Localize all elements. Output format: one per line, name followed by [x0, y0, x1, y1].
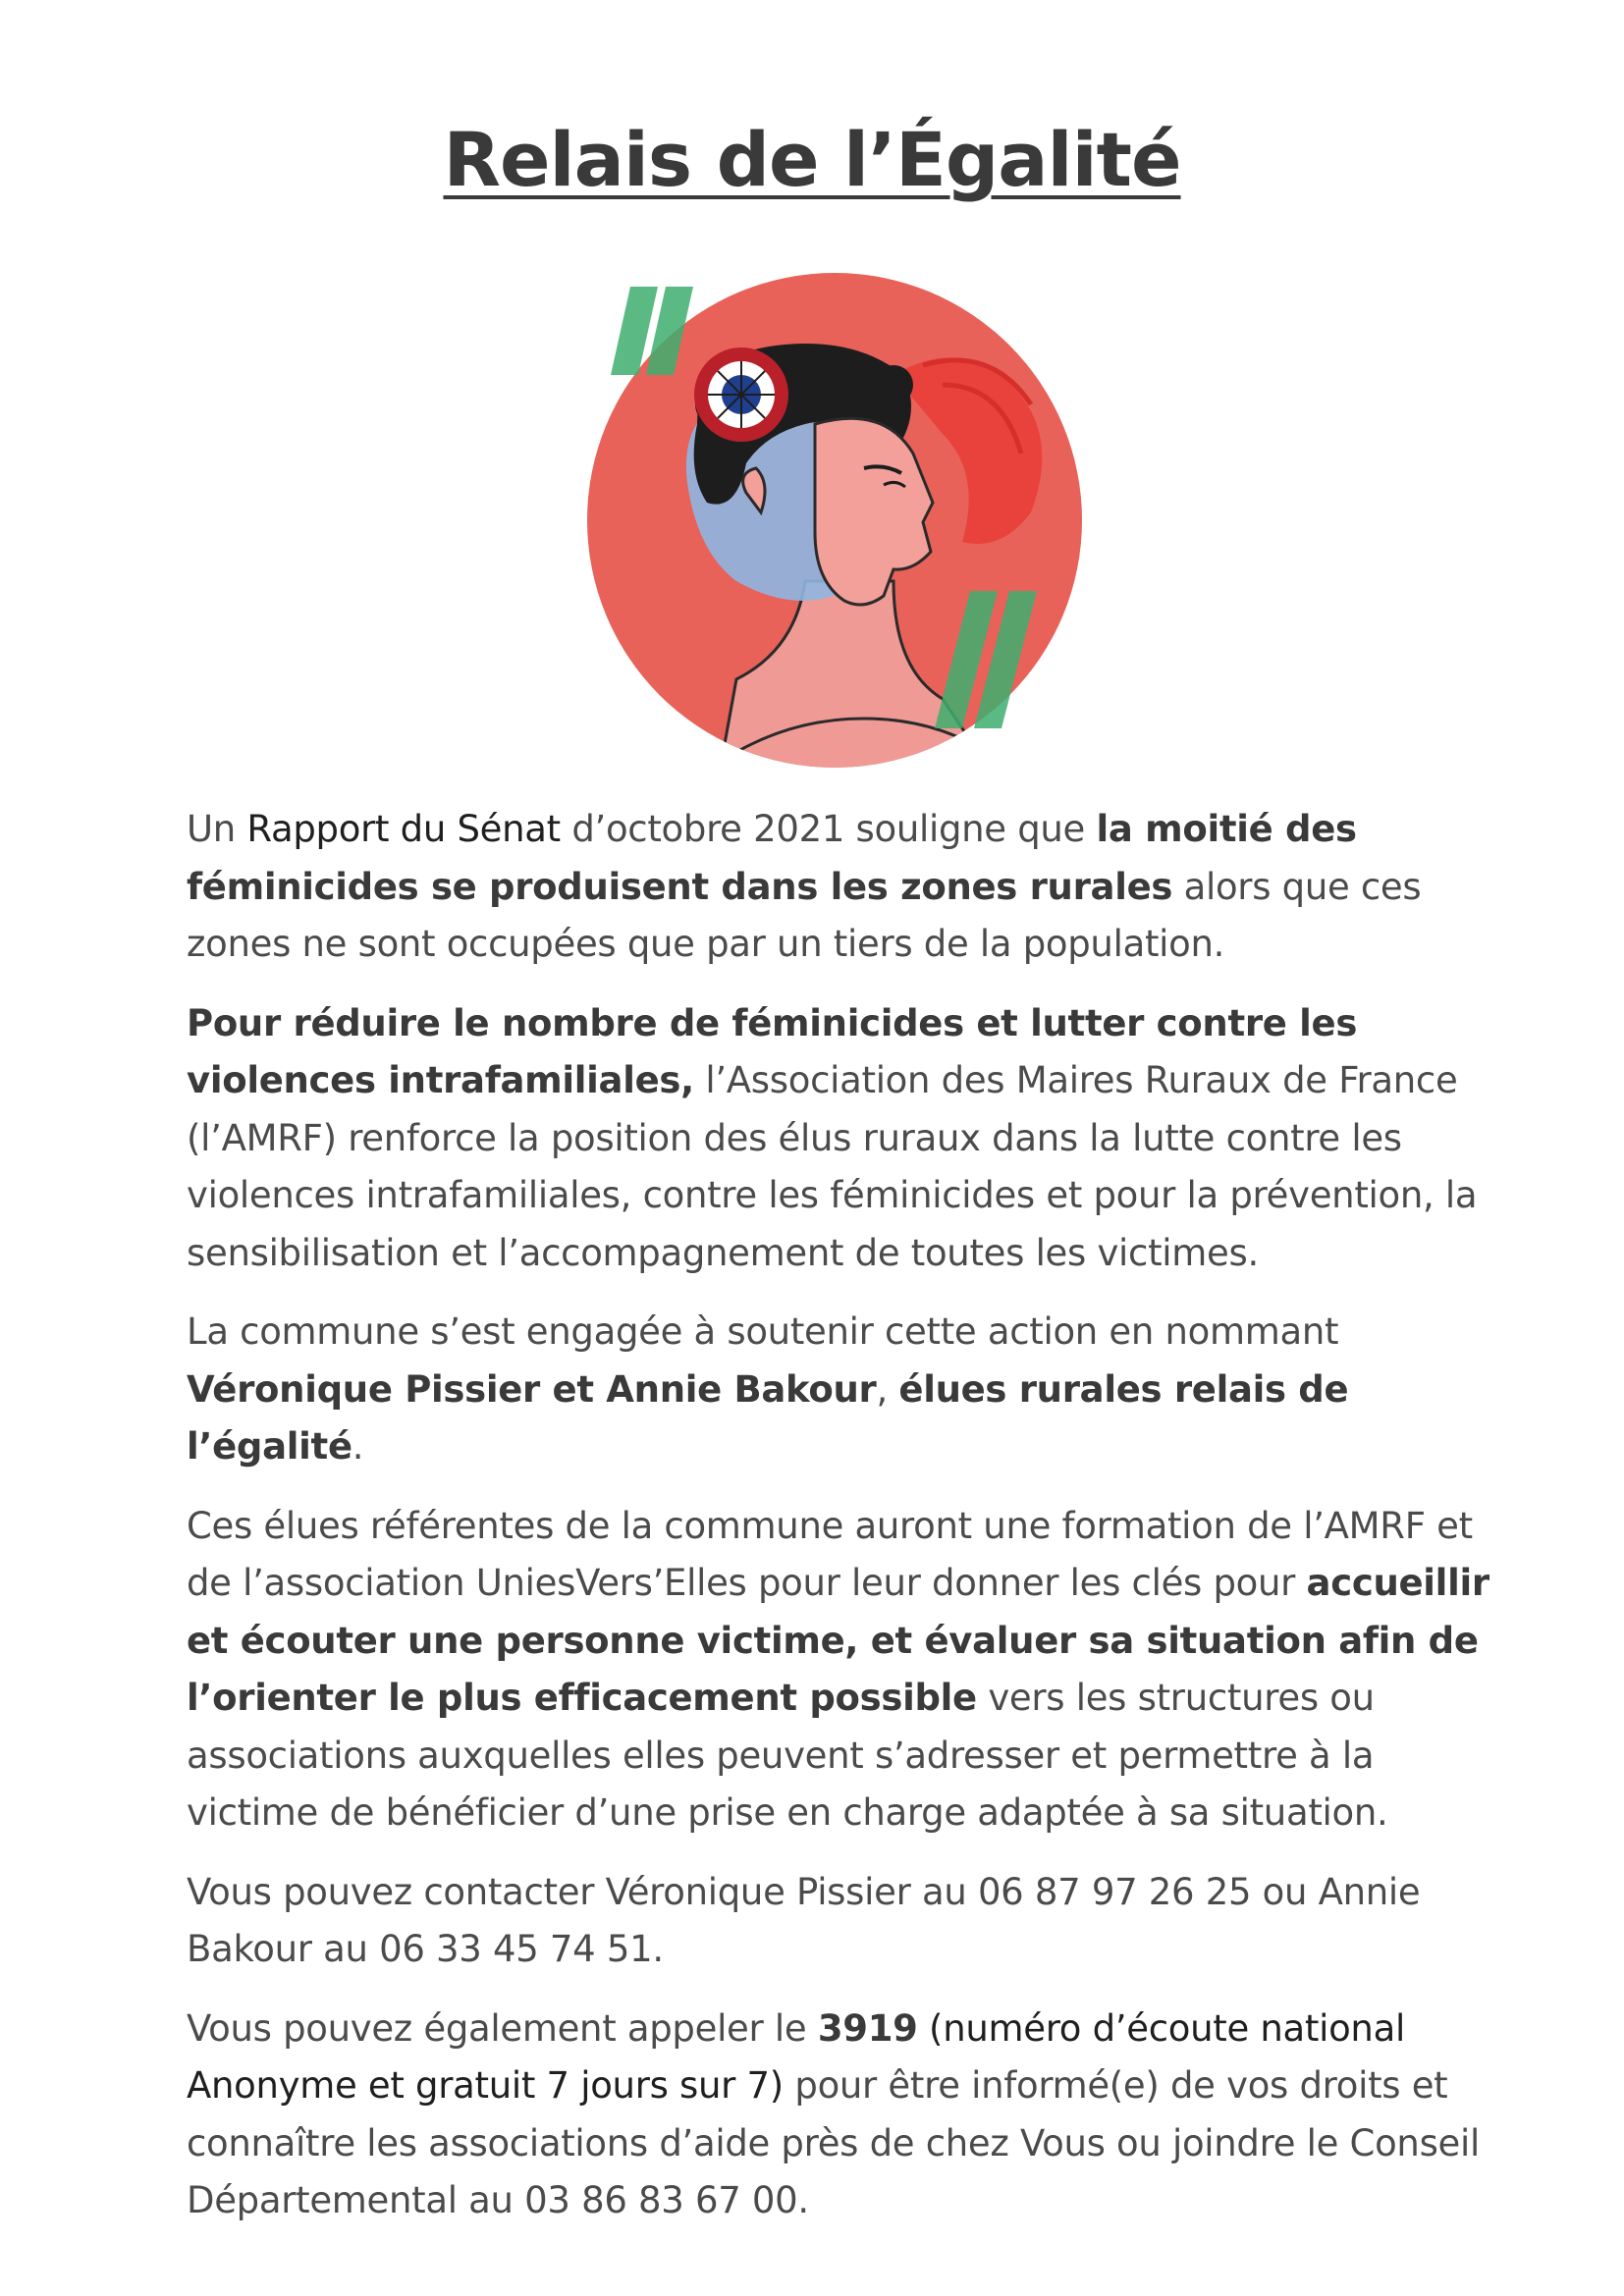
- paragraph-commune: La commune s’est engagée à soutenir cette action en nommant Véronique Pissier et Annie Bakour, élues rurales relais de l’égalité.: [187, 1310, 1349, 1468]
- paragraph-contact: Vous pouvez contacter Véronique Pissier au 06 87 97 26 25 ou Annie Bakour au 06 33 45 74 51.: [187, 1870, 1421, 1970]
- senate-report-link[interactable]: Rapport du Sénat: [246, 808, 561, 850]
- hotline-number: 3919: [817, 2006, 918, 2050]
- paragraph-hotline: Vous pouvez également appeler le 3919 (numéro d’écoute national Anonyme et gratuit 7 jours sur 7) pour être informé(e) de vos droits et connaître les associations d’aide près de chez Vous ou joindre le Conseil Départemental au 03 86 83 67 00.: [187, 2006, 1480, 2221]
- paragraph-amrf: Pour réduire le nombre de féminicides et lutter contre les violences intrafamiliales, l’Association des Maires Ruraux de France (l’AMRF) renforce la position des élus ruraux dans la lutte contre les violences intrafamiliales, contre les féminicides et pour la prévention, la sensibilisation et l’accompagnement de toutes les victimes.: [187, 1001, 1478, 1274]
- paragraph-training: Ces élues référentes de la commune auront une formation de l’AMRF et de l’association UniesVers’Elles pour leur donner les clés pour accueillir et écouter une personne victime, et évaluer sa situation afin de l’orienter le plus efficacement possible vers les structures ou associations auxquelles elles peuvent s’adresser et permettre à la victime de bénéficier d’une prise en charge adaptée à sa situation.: [187, 1504, 1489, 1834]
- paragraph-senate-report: Un Rapport du Sénat d’octobre 2021 souligne que la moitié des féminicides se produisent dans les zones rurales alors que ces zones ne sont occupées que par un tiers de la population.: [187, 808, 1422, 965]
- marianne-portrait-illustration: [569, 257, 1100, 787]
- page-title: Relais de l’Égalité: [443, 116, 1181, 203]
- article-body: [187, 801, 1502, 2252]
